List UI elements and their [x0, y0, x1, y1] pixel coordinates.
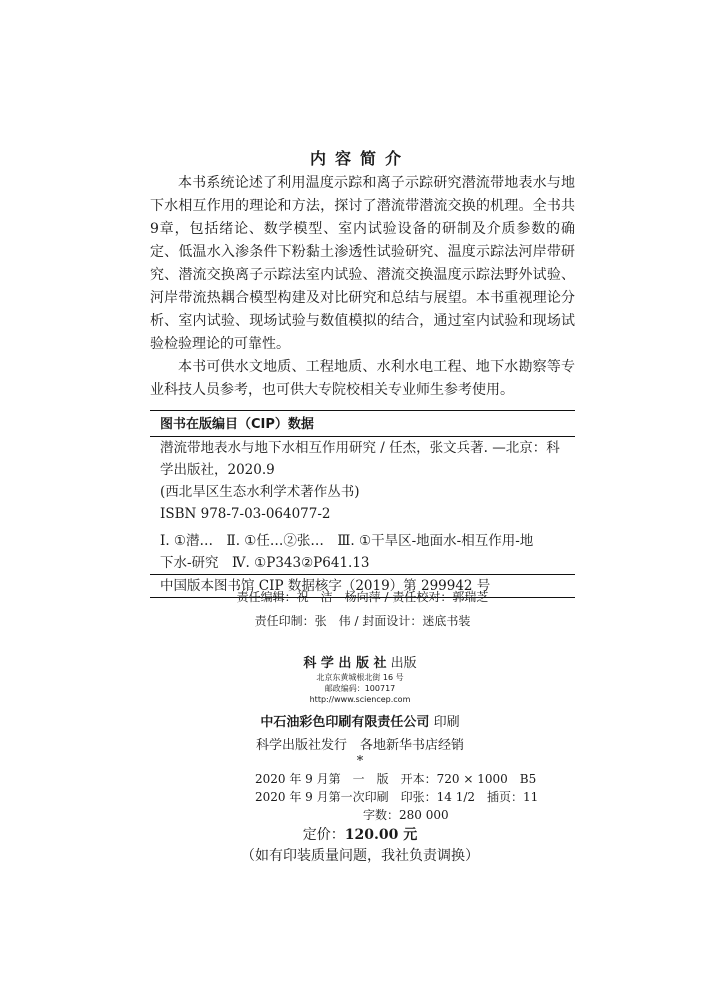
publisher-line — [0, 652, 720, 671]
summary-section — [150, 172, 575, 402]
publisher-address: 北京东黄城根北街 16 号 — [316, 673, 404, 682]
price-label: 定价： — [302, 827, 345, 843]
cip-line: (西北旱区生态水利学术著作丛书) — [160, 484, 360, 500]
printer-suffix: 印刷 — [429, 715, 460, 730]
publisher-website: http://www.sciencep.com — [309, 695, 411, 704]
quality-notice: （如有印装质量问题，我社负责调换） — [241, 848, 479, 864]
printing-line: 2020 年 9 月第一次印刷 印张：14 1/2 插页：11 — [255, 790, 539, 804]
cip-line: ISBN 978-7-03-064077-2 — [160, 506, 331, 522]
cip-line: Ⅰ. ①潜… Ⅱ. ①任…②张… Ⅲ. ①干旱区-地面水-相互作用-地 — [160, 533, 534, 549]
summary-title: 内容简介 — [309, 149, 410, 168]
word-count-line: 字数：280 000 — [255, 808, 449, 822]
edition-line: 2020 年 9 月第 一 版 开本：720 × 1000 B5 — [255, 772, 537, 786]
printing-credit: 责任印制：张 伟 / 封面设计：迷底书装 — [254, 614, 471, 628]
publisher-name: 科 学 出 版 社 — [303, 656, 387, 671]
cip-record: 中国版本图书馆 CIP 数据核字（2019）第 299942 号 — [160, 578, 491, 594]
cip-line: 学出版社，2020.9 — [160, 462, 275, 478]
cip-body — [150, 437, 575, 574]
publisher-postcode: 邮政编码：100717 — [324, 684, 396, 693]
cip-heading: 图书在版编目（CIP）数据 — [160, 417, 314, 432]
summary-paragraph-2: 本书可供水文地质、工程地质、水利水电工程、地下水勘察等专业科技人员参考，也可供大专院校相关专业师生参考使用。 — [150, 359, 575, 398]
cip-line: 下水-研究 Ⅳ. ①P343②P641.13 — [160, 555, 370, 571]
summary-paragraph-1: 本书系统论述了利用温度示踪和离子示踪研究潜流带地表水与地下水相互作用的理论和方法，探讨了潜流带潜流交换的机理。全书共9章，包括绪论、数学模型、室内试验设备的研制及介质参数的确定、低温水入渗条件下粉黏土渗透性试验研究、温度示踪法河岸带研究、潜流交换离子示踪法室内试验、潜流交换温度示踪法野外试验、河岸带流热耦合模型构建及对比研究和总结与展望。本书重视理论分析、室内试验、现场试验与数值模拟的结合，通过室内试验和现场试验检验理论的可靠性。 — [150, 175, 575, 352]
separator-star: * — [356, 754, 364, 769]
cip-line: 潜流带地表水与地下水相互作用研究 / 任杰，张文兵著. —北京：科 — [160, 440, 560, 456]
publisher-suffix: 出版 — [386, 656, 417, 671]
printer-line — [0, 711, 720, 730]
price-value: 120.00 元 — [344, 827, 418, 843]
printer-name: 中石油彩色印刷有限责任公司 — [260, 715, 430, 730]
distribution-line: 科学出版社发行 各地新华书店经销 — [255, 738, 464, 753]
cip-block — [150, 410, 575, 598]
editors-credit: 责任编辑：祝 洁 杨向萍 / 责任校对：郭瑞芝 — [236, 590, 489, 604]
price-line — [0, 824, 720, 844]
